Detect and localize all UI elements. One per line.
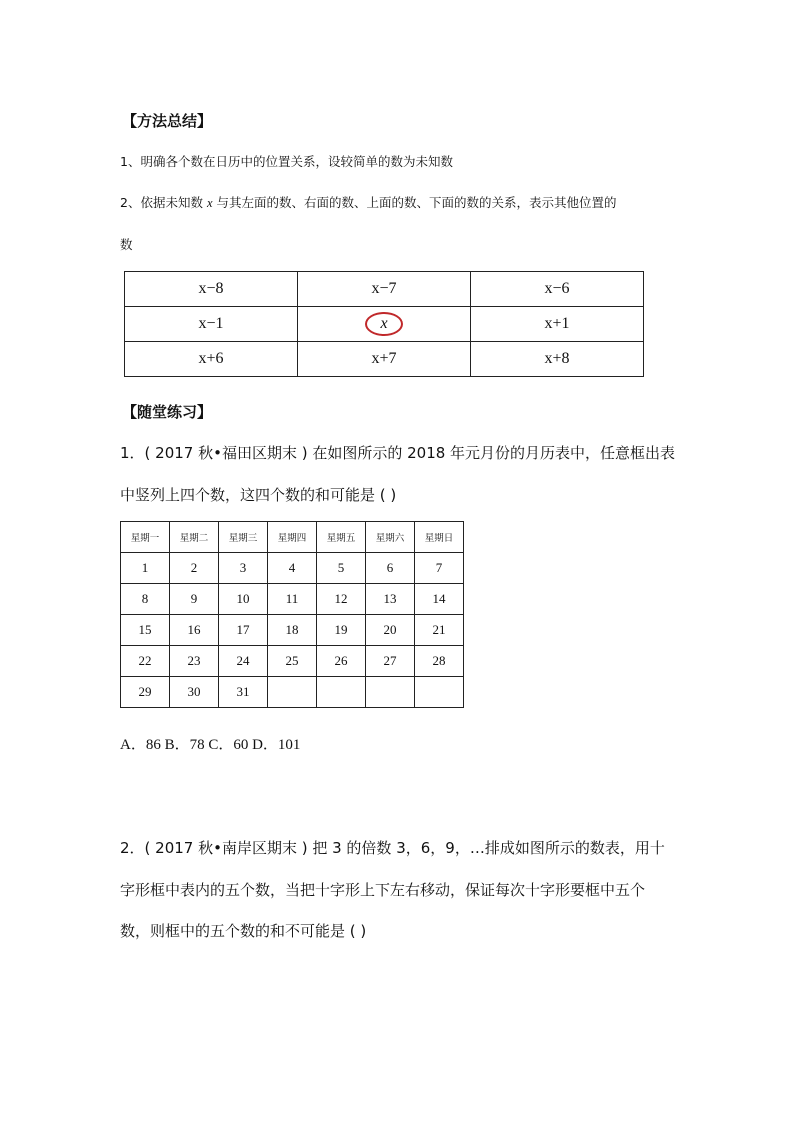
calendar-day: 24 bbox=[219, 646, 268, 677]
question-2-line-3: 数，则框中的五个数的和不可能是 ( ) bbox=[120, 922, 367, 940]
weekday-header: 星期五 bbox=[317, 522, 366, 553]
question-2-line-2: 字形框中表内的五个数，当把十字形上下左右移动，保证每次十字形要框中五个 bbox=[120, 881, 646, 899]
table-row bbox=[125, 342, 644, 377]
calendar-day: 29 bbox=[121, 677, 170, 708]
weekday-header: 星期日 bbox=[415, 522, 464, 553]
calendar-day: 18 bbox=[268, 615, 317, 646]
table-row bbox=[121, 584, 464, 615]
table-row bbox=[121, 646, 464, 677]
calendar-day: 28 bbox=[415, 646, 464, 677]
calendar-day: 14 bbox=[415, 584, 464, 615]
calendar-day: 8 bbox=[121, 584, 170, 615]
calendar-day: 9 bbox=[170, 584, 219, 615]
calendar-day: 25 bbox=[268, 646, 317, 677]
practice-heading: 【随堂练习】 bbox=[122, 403, 213, 421]
calendar-day: 30 bbox=[170, 677, 219, 708]
method-line-3: 数 bbox=[120, 237, 133, 252]
calendar-day: 27 bbox=[366, 646, 415, 677]
table-cell: x−6 bbox=[471, 272, 644, 307]
table-row bbox=[121, 677, 464, 708]
table-cell: x−8 bbox=[125, 272, 298, 307]
table-row bbox=[121, 615, 464, 646]
table-cell: x+8 bbox=[471, 342, 644, 377]
weekday-header: 星期一 bbox=[121, 522, 170, 553]
calendar-day: 20 bbox=[366, 615, 415, 646]
table-cell: x−1 bbox=[125, 307, 298, 342]
weekday-header: 星期六 bbox=[366, 522, 415, 553]
calendar-day bbox=[366, 677, 415, 708]
calendar-day: 13 bbox=[366, 584, 415, 615]
calendar-day: 17 bbox=[219, 615, 268, 646]
table-cell: x+7 bbox=[298, 342, 471, 377]
table-row bbox=[121, 553, 464, 584]
calendar-day: 21 bbox=[415, 615, 464, 646]
weekday-header: 星期二 bbox=[170, 522, 219, 553]
calendar-day bbox=[317, 677, 366, 708]
calendar-day: 19 bbox=[317, 615, 366, 646]
calendar-day: 15 bbox=[121, 615, 170, 646]
calendar-day: 26 bbox=[317, 646, 366, 677]
calendar-day: 3 bbox=[219, 553, 268, 584]
table-cell-center bbox=[298, 307, 471, 342]
calendar-day: 11 bbox=[268, 584, 317, 615]
calendar-table bbox=[120, 521, 464, 708]
calendar-day: 1 bbox=[121, 553, 170, 584]
table-row bbox=[125, 272, 644, 307]
question-1-options: A．86 B．78 C．60 D．101 bbox=[120, 737, 301, 753]
calendar-day: 23 bbox=[170, 646, 219, 677]
question-1-line-2: 中竖列上四个数，这四个数的和可能是 ( ) bbox=[120, 486, 397, 504]
circled-x: x bbox=[365, 312, 403, 336]
table-row bbox=[121, 522, 464, 553]
calendar-day: 10 bbox=[219, 584, 268, 615]
table-cell: x+1 bbox=[471, 307, 644, 342]
method-line-2: 2、依据未知数 x 与其左面的数、右面的数、上面的数、下面的数的关系，表示其他位置的 bbox=[120, 195, 617, 210]
calendar-day bbox=[268, 677, 317, 708]
method-summary-heading: 【方法总结】 bbox=[122, 112, 213, 130]
table-cell: x−7 bbox=[298, 272, 471, 307]
weekday-header: 星期四 bbox=[268, 522, 317, 553]
question-2-line-1: 2．( 2017 秋•南岸区期末 ) 把 3 的倍数 3，6，9，…排成如图所示的数表，用十 bbox=[120, 839, 665, 857]
calendar-day: 4 bbox=[268, 553, 317, 584]
calendar-day: 6 bbox=[366, 553, 415, 584]
table-row bbox=[125, 307, 644, 342]
calendar-day bbox=[415, 677, 464, 708]
calendar-day: 31 bbox=[219, 677, 268, 708]
weekday-header: 星期三 bbox=[219, 522, 268, 553]
calendar-day: 2 bbox=[170, 553, 219, 584]
method-line-1: 1、明确各个数在日历中的位置关系，设较简单的数为未知数 bbox=[120, 154, 453, 169]
question-1-line-1: 1．( 2017 秋•福田区期末 ) 在如图所示的 2018 年元月份的月历表中，任意框出表 bbox=[120, 444, 676, 462]
calendar-day: 5 bbox=[317, 553, 366, 584]
calendar-day: 7 bbox=[415, 553, 464, 584]
table-cell: x+6 bbox=[125, 342, 298, 377]
calendar-day: 16 bbox=[170, 615, 219, 646]
calendar-day: 12 bbox=[317, 584, 366, 615]
calendar-day: 22 bbox=[121, 646, 170, 677]
variable-table bbox=[124, 271, 644, 377]
